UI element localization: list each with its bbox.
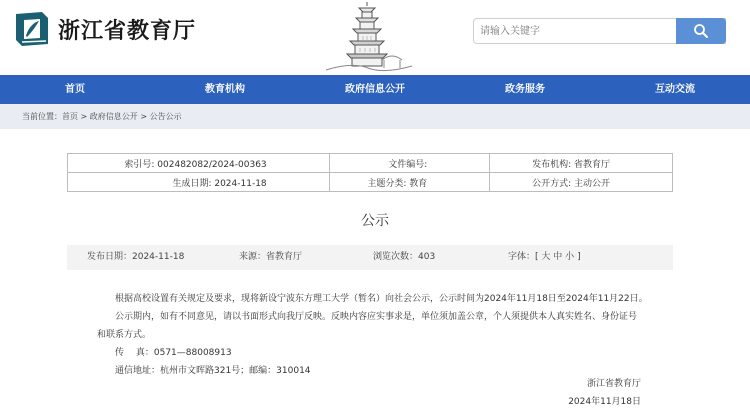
pagoda-illustration [322,0,416,74]
font-small-button[interactable]: 小 [565,252,575,262]
nav-item-interaction[interactable]: 互动交流 [655,84,695,95]
breadcrumb-gov-info[interactable]: 政府信息公开 [89,112,138,121]
body-paragraph-2-line-1: 公示期内，如有不同意见，请以书面形式向我厅反映。反映内容应实事求是，单位须加盖公章，个人须提供本人真实姓名、身份证号 [115,312,638,322]
breadcrumb-separator: > [137,112,150,121]
breadcrumb [0,104,750,129]
article-source: 来源：省教育厅 [239,252,303,262]
view-count: 浏览次数：403 [373,252,436,262]
search-input[interactable] [480,22,670,40]
generation-date: 生成日期: 2024-11-18 [68,173,330,192]
article-meta-bar [67,245,673,270]
breadcrumb-announcements[interactable]: 公告公示 [149,112,182,121]
document-number: 文件编号: [329,154,490,173]
article-body [97,290,657,380]
nav-item-home[interactable]: 首页 [65,84,85,95]
fax-line: 传 真：0571—88008913 [115,348,232,358]
index-number: 索引号: 002482082/2024-00363 [68,154,330,173]
nav-item-institutions[interactable]: 教育机构 [205,84,245,95]
search-icon [693,23,709,39]
font-label: 字体：[ [508,252,539,262]
issuing-agency: 发布机构: 省教育厅 [490,154,673,173]
font-medium-button[interactable]: 中 [553,252,563,262]
disclosure-method: 公开方式: 主动公开 [490,173,673,192]
body-paragraph-2-line-2: 和联系方式。 [97,330,152,340]
font-large-button[interactable]: 大 [541,252,551,262]
nav-item-gov-info[interactable]: 政府信息公开 [345,84,405,95]
nav-item-services[interactable]: 政务服务 [505,84,545,95]
topic-category: 主题分类: 教育 [329,173,490,192]
breadcrumb-home[interactable]: 首页 [62,112,78,121]
font-size-control [508,245,581,270]
body-paragraph-1: 根据高校设置有关规定及要求，现将新设宁波东方理工大学（暂名）向社会公示，公示时间为2024年11月18日至2024年11月22日。 [115,294,648,304]
document-info-table [67,153,673,192]
signature-block [441,375,641,411]
breadcrumb-separator: > [78,112,90,121]
site-title: 浙江省教育厅 [58,19,197,44]
publish-date: 发布日期：2024-11-18 [87,252,185,262]
breadcrumb-prefix: 当前位置： [22,112,62,121]
sign-date: 2024年11月18日 [568,397,641,407]
address-line: 通信地址：杭州市文晖路321号；邮编：310014 [115,366,311,376]
site-logo-icon[interactable] [12,8,52,48]
font-bracket-end: ] [577,252,581,262]
signer-name: 浙江省教育厅 [586,379,641,389]
site-header [0,0,750,74]
article-title: 公示 [361,213,389,229]
main-nav [0,75,750,104]
search-button[interactable] [676,18,726,44]
